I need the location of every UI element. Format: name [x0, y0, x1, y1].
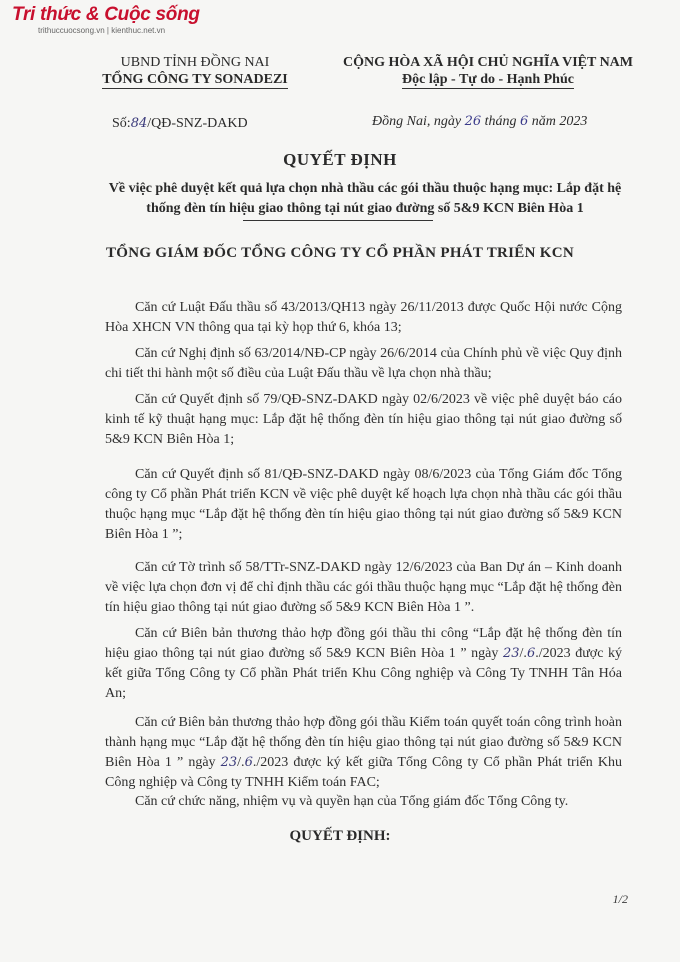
paragraph-2: Căn cứ Nghị định số 63/2014/NĐ-CP ngày 26/6/2014 của Chính phủ về việc Quy định chi tiết thi hành một số điều của Luật Đấu thầu về lựa chọn nhà thầu; — [105, 346, 622, 381]
logo-subtitle: trithuccuocsong.vn | kienthuc.net.vn — [38, 26, 166, 35]
issuer-block — [85, 54, 305, 89]
paragraph-7-month: 6 — [244, 755, 253, 770]
date-prefix: Đồng Nai, ngày — [372, 114, 462, 129]
subject-underline — [243, 220, 433, 221]
document-title: QUYẾT ĐỊNH — [283, 150, 397, 169]
paragraph-7-text: Căn cứ Biên bản thương thảo hợp đồng gói thầu Kiểm toán quyết toán công trình hoàn thành hạng mục “Lắp đặt hệ thống đèn tín hiệu giao thông tại nút giao đường số 5&9 KCN Biên Hòa 1 ” ngày — [105, 715, 622, 770]
date-day: 26 — [464, 114, 482, 129]
page-number: 1/2 — [612, 892, 628, 906]
decision-heading: QUYẾT ĐỊNH: — [289, 828, 391, 844]
site-logo — [12, 4, 202, 50]
national-header — [318, 54, 658, 89]
paragraph-6 — [105, 624, 622, 704]
paragraph-7-sep: /. — [237, 755, 245, 770]
motto — [318, 71, 658, 89]
paragraph-1: Căn cứ Luật Đấu thầu số 43/2013/QH13 ngày 26/11/2013 được Quốc Hội nước Cộng Hòa XHCN VN thông qua tại kỳ họp thứ 6, khóa 13; — [105, 300, 622, 335]
paragraph-7-rest: ./2023 được ký kết giữa Tổng Công ty Cổ phần Phát triển Khu Công nghiệp và Công ty TNHH Kiểm toán FAC; — [105, 755, 622, 790]
logo-text: Tri thức & Cuộc sống — [12, 4, 200, 25]
document-number — [112, 116, 248, 132]
paragraph-6-day: 23 — [503, 646, 520, 661]
paragraph-7-day: 23 — [220, 755, 238, 770]
paragraph-6-month: 6 — [526, 646, 536, 661]
issuer-name — [85, 71, 305, 89]
date-month: 6 — [520, 114, 529, 129]
number-suffix: /QĐ-SNZ-DAKD — [147, 116, 248, 131]
paragraph-3: Căn cứ Quyết định số 79/QĐ-SNZ-DAKD ngày 02/6/2023 về việc phê duyệt báo cáo kinh tế kỹ thuật hạng mục: Lắp đặt hệ thống đèn tín hiệu giao thông tại nút giao đường số 5&9 KCN Biên Hòa 1; — [105, 392, 622, 447]
paragraph-8: Căn cứ chức năng, nhiệm vụ và quyền hạn của Tổng giám đốc Tổng Công ty. — [135, 794, 569, 809]
document-date — [372, 114, 587, 130]
issuer-parent: UBND TỈNH ĐỒNG NAI — [120, 55, 270, 70]
document-subject: Về việc phê duyệt kết quả lựa chọn nhà thầu các gói thầu thuộc hạng mục: Lắp đặt hệ thống đèn tín hiệu giao thông tại nút giao đường số 5&9 KCN Biên Hòa 1 — [108, 181, 622, 216]
decider-heading: TỔNG GIÁM ĐỐC TỔNG CÔNG TY CỔ PHẦN PHÁT TRIỂN KCN — [105, 245, 575, 261]
paragraph-6-text: Căn cứ Biên bản thương thảo hợp đồng gói thầu thi công “Lắp đặt hệ thống đèn tín hiệu giao thông tại nút giao đường số 5&9 KCN Biên Hòa 1 ” ngày — [105, 626, 622, 661]
date-suffix: năm 2023 — [531, 114, 588, 129]
number-handwritten: 84 — [130, 116, 148, 131]
motto-text: Độc lập - Tự do - Hạnh Phúc — [402, 72, 574, 87]
paragraph-7 — [105, 713, 622, 793]
paragraph-6-rest: ./2023 được ký kết giữa Tổng Công ty Cổ phần Phát triển Khu Công nghiệp và Công Ty TNHH Tân Hóa An; — [105, 646, 622, 701]
country-name: CỘNG HÒA XÃ HỘI CHỦ NGHĨA VIỆT NAM — [342, 55, 633, 70]
paragraph-6-sep: /. — [519, 646, 527, 661]
number-prefix: Số: — [112, 116, 131, 131]
paragraph-5: Căn cứ Tờ trình số 58/TTr-SNZ-DAKD ngày 12/6/2023 của Ban Dự án – Kinh doanh về việc lựa chọn đơn vị để chỉ định thầu các gói thầu thuộc hạng mục “Lắp đặt hệ thống đèn tín hiệu giao thông tại nút giao đường số 5&9 KCN Biên Hòa 1 ”. — [105, 560, 622, 615]
paragraph-4: Căn cứ Quyết định số 81/QĐ-SNZ-DAKD ngày 08/6/2023 của Tổng Giám đốc Tổng công ty Cổ phần Phát triển KCN về việc phê duyệt kế hoạch lựa chọn nhà thầu các gói thầu thuộc hạng mục “Lắp đặt hệ thống đèn tín hiệu giao thông tại nút giao đường số 5&9 KCN Biên Hòa 1 ”; — [105, 467, 622, 542]
date-month-label: tháng — [484, 114, 517, 129]
issuer-name-text: TỔNG CÔNG TY SONADEZI — [102, 72, 288, 87]
